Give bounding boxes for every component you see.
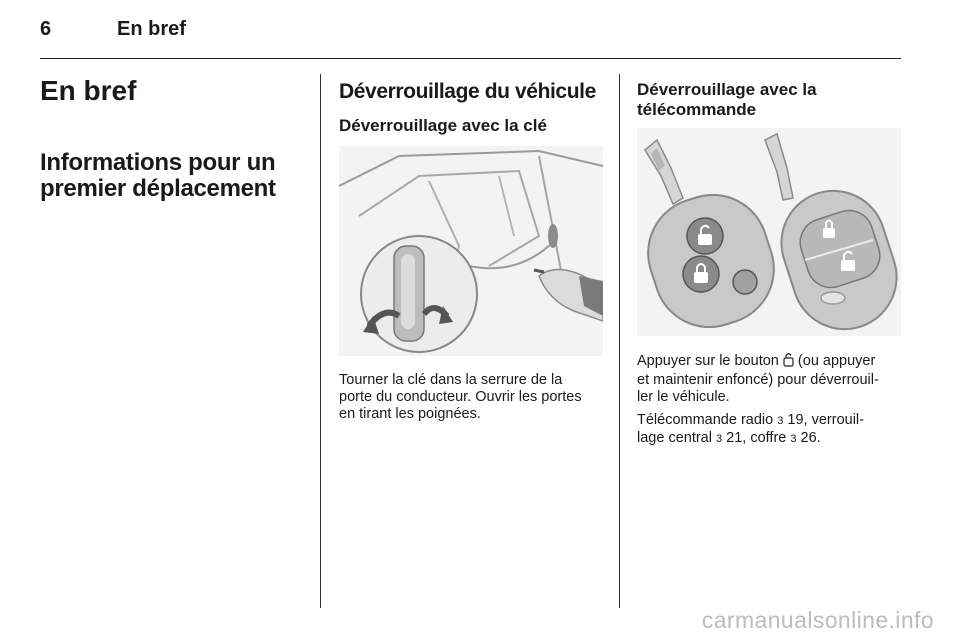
door-lock-icon bbox=[339, 146, 603, 356]
remote-heading-line2: télécommande bbox=[637, 100, 757, 119]
ref-arrow-icon: 3 bbox=[790, 433, 797, 445]
chapter-title: En bref bbox=[40, 75, 137, 106]
ref-arrow-icon: 3 bbox=[777, 415, 784, 427]
unlock-icon bbox=[783, 352, 794, 372]
column-divider-2 bbox=[619, 74, 620, 608]
remote-ref-page-19[interactable]: 19, verrouil- bbox=[787, 412, 864, 428]
left-column bbox=[40, 76, 310, 202]
remote-key-icon bbox=[637, 128, 901, 336]
header-rule bbox=[40, 58, 901, 59]
ref-arrow-icon: 3 bbox=[716, 433, 723, 445]
remote-reference-line1 bbox=[637, 412, 907, 430]
remote-instruction-line1 bbox=[637, 352, 907, 372]
middle-column bbox=[339, 80, 609, 136]
unlock-heading: Déverrouillage du véhicule bbox=[339, 80, 596, 103]
key-instruction-line3: en tirant les poignées. bbox=[339, 406, 481, 422]
door-key-illustration bbox=[339, 146, 603, 356]
remote-instruction-line2: et maintenir enfoncé) pour déverrouil- bbox=[637, 372, 879, 388]
remote-ref-label: Télécommande radio bbox=[637, 412, 778, 428]
middle-paragraph bbox=[339, 372, 609, 423]
remote-heading-line1: Déverrouillage avec la bbox=[637, 80, 817, 99]
remote-keys-illustration bbox=[637, 128, 901, 336]
key-instruction-line1: Tourner la clé dans la serrure de la bbox=[339, 372, 563, 388]
remote-instruction-text-a: Appuyer sur le bouton bbox=[637, 353, 783, 369]
section-title: En bref bbox=[117, 18, 186, 40]
right-column bbox=[637, 80, 907, 120]
chapter-subtitle-line1: Informations pour un bbox=[40, 149, 276, 176]
remote-instruction-text-b: (ou appuyer bbox=[793, 353, 876, 369]
key-instruction-line2: porte du conducteur. Ouvrir les portes bbox=[339, 389, 582, 405]
column-divider-1 bbox=[320, 74, 321, 608]
central-lock-label: lage central bbox=[637, 430, 716, 446]
remote-instruction-line3: ler le véhicule. bbox=[637, 389, 730, 405]
key-unlock-subheading: Déverrouillage avec la clé bbox=[339, 116, 547, 135]
remote-reference-line2 bbox=[637, 430, 907, 448]
trunk-page-26[interactable]: 26. bbox=[800, 430, 821, 446]
central-lock-page-21[interactable]: 21, coffre bbox=[726, 430, 791, 446]
chapter-subtitle-line2: premier déplacement bbox=[40, 175, 276, 202]
watermark: carmanualsonline.info bbox=[701, 607, 934, 633]
page-number: 6 bbox=[40, 18, 52, 40]
right-paragraphs bbox=[637, 352, 907, 448]
